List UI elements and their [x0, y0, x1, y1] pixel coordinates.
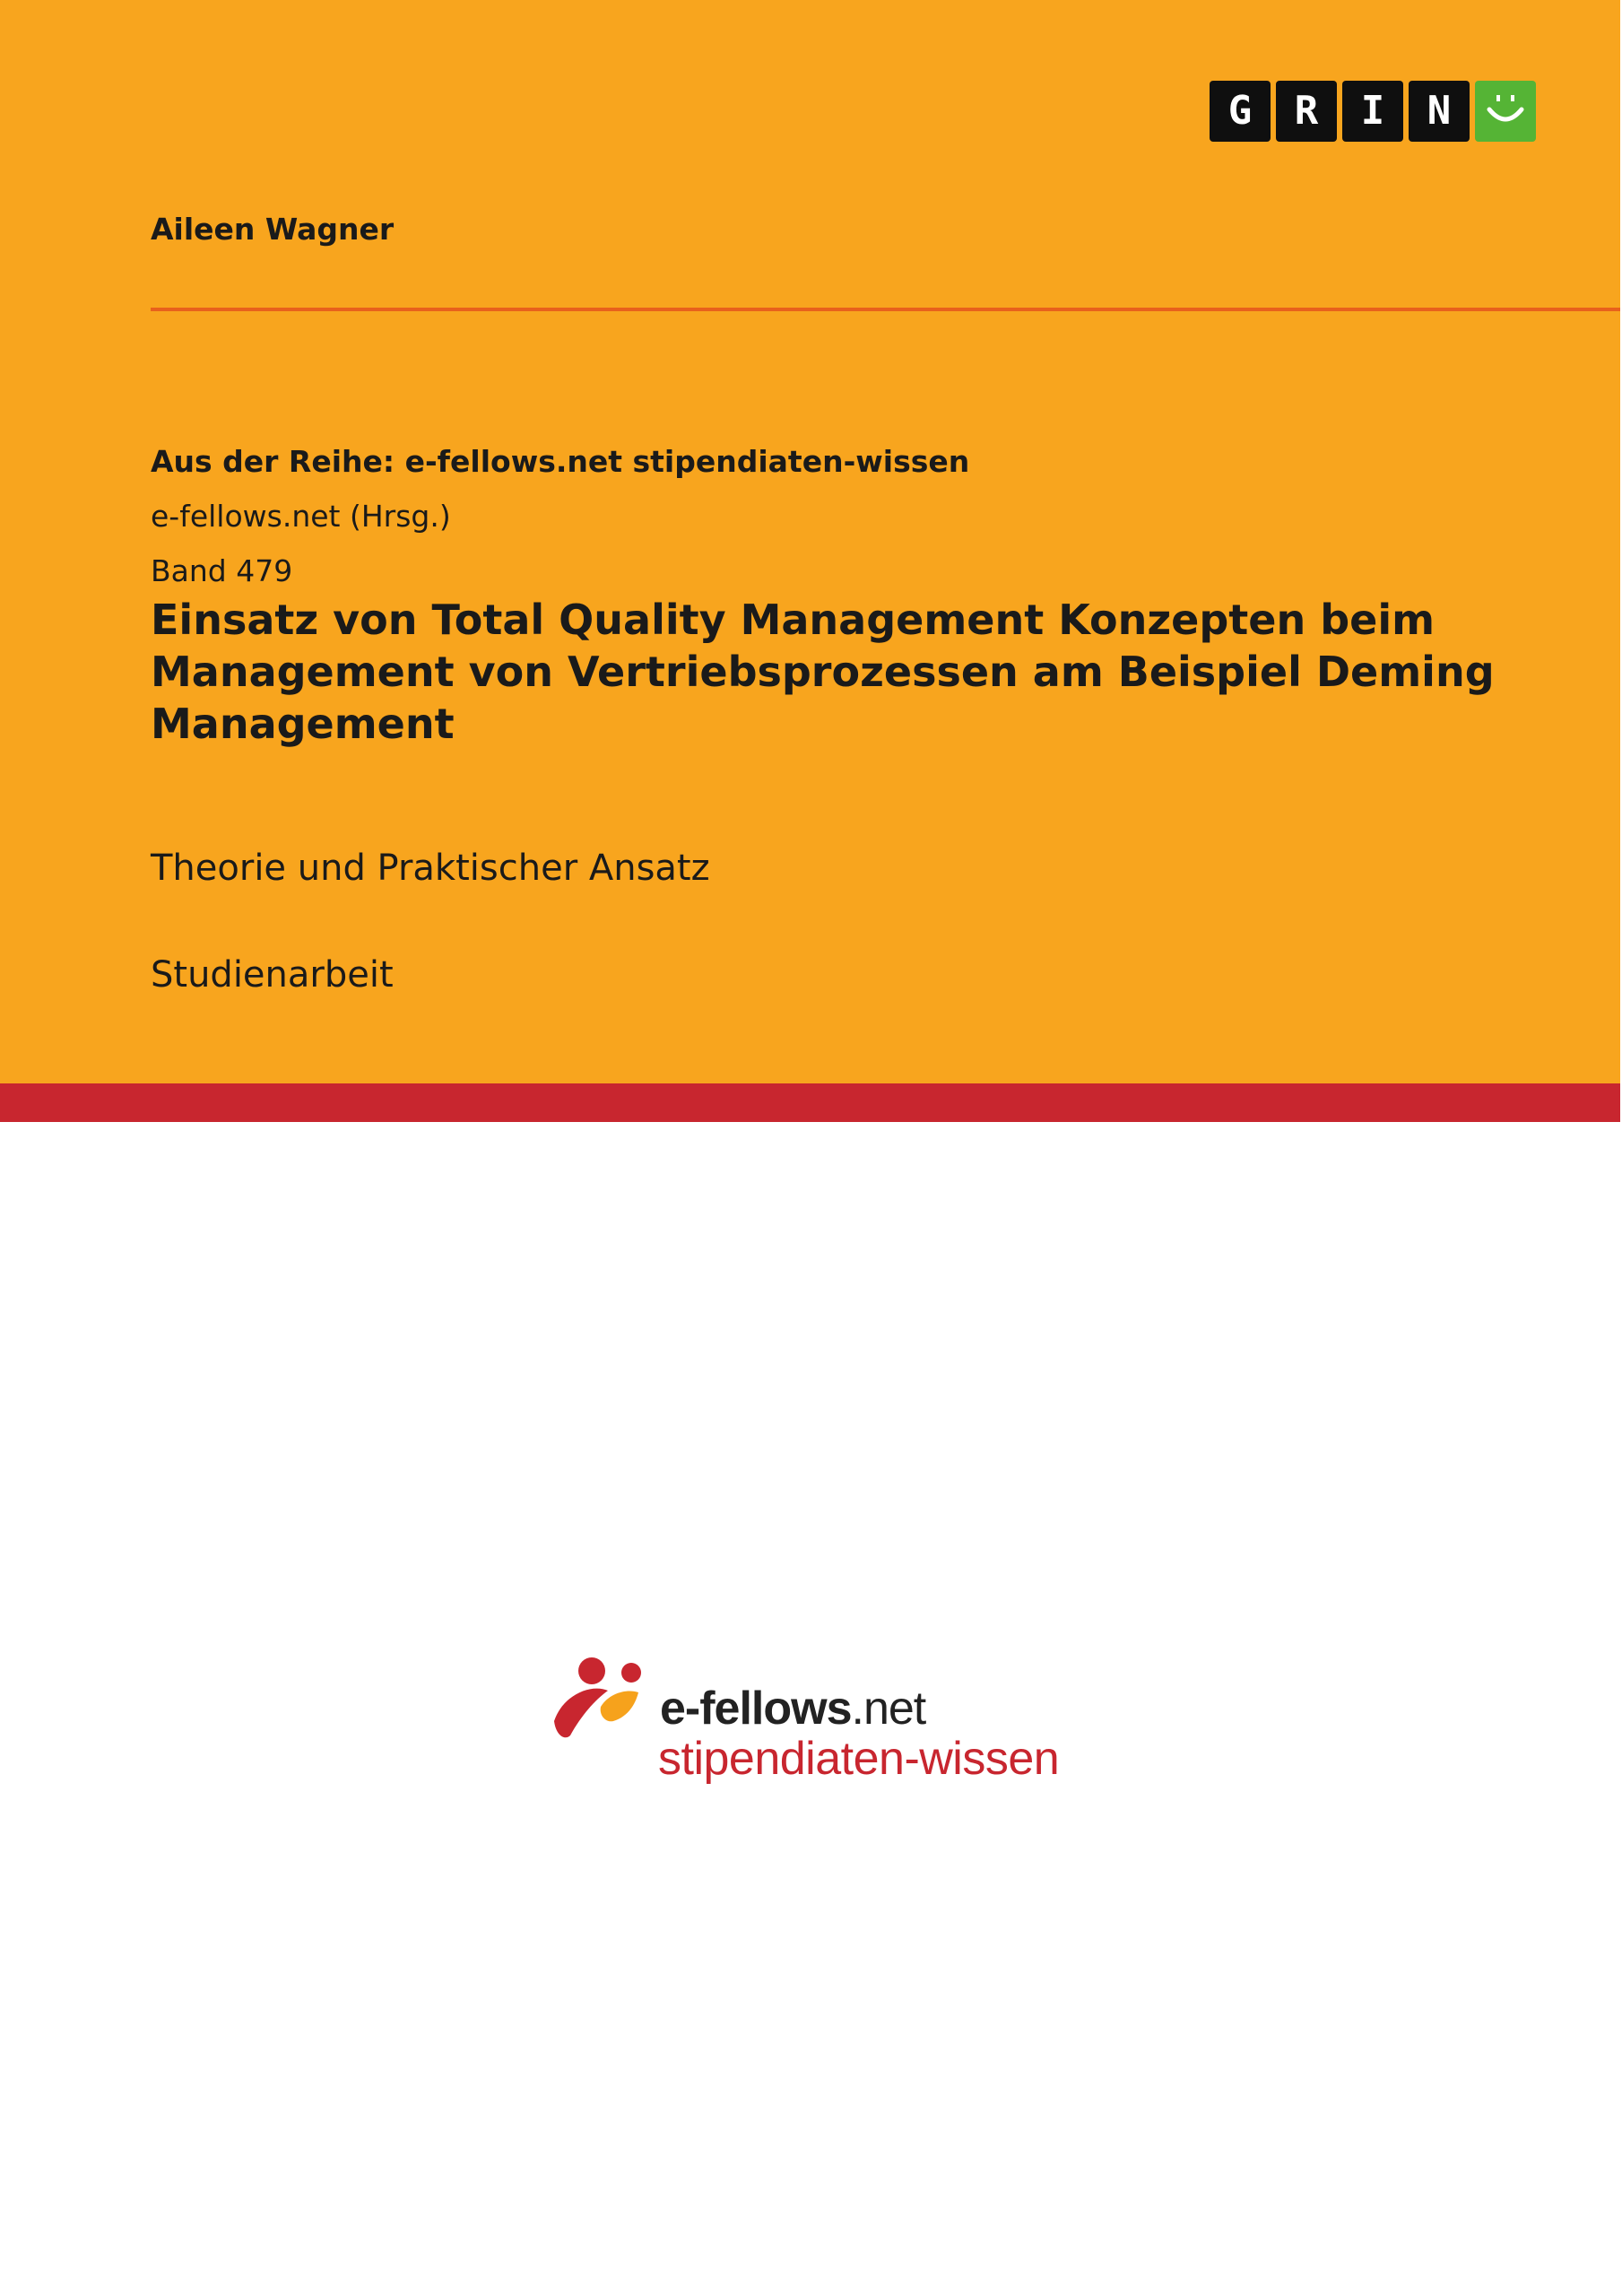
author-name: Aileen Wagner: [151, 212, 395, 247]
document-subtitle: Theorie und Praktischer Ansatz: [151, 848, 710, 889]
document-type: Studienarbeit: [151, 954, 394, 996]
e-fellows-wordmark-bold: e-fellows: [660, 1683, 852, 1735]
e-fellows-figures-icon: [549, 1653, 647, 1752]
e-fellows-logo: [549, 1653, 1087, 1796]
e-fellows-wordmark: [660, 1682, 925, 1735]
smiley-icon: [1475, 81, 1536, 142]
stipendiaten-wissen-wordmark: stipendiaten-wissen: [658, 1733, 1060, 1785]
grin-logo: [1210, 81, 1536, 144]
cover-top-panel: [0, 0, 1620, 1083]
grin-letter-n: N: [1409, 81, 1470, 142]
document-title: Einsatz von Total Quality Management Konzepten beim Management von Vertriebsprozessen am Beispiel Deming Management: [151, 596, 1495, 748]
grin-letter-r: R: [1276, 81, 1337, 142]
editor-line: e-fellows.net (Hrsg.): [151, 499, 451, 534]
cover-red-band: [0, 1083, 1620, 1122]
volume-number: Band 479: [151, 553, 293, 588]
e-fellows-wordmark-suffix: .net: [851, 1683, 926, 1735]
series-name: Aus der Reihe: e-fellows.net stipendiaten-wissen: [151, 444, 970, 479]
divider-rule: [151, 308, 1620, 311]
grin-letter-g: G: [1210, 81, 1271, 142]
grin-letter-i: I: [1342, 81, 1403, 142]
